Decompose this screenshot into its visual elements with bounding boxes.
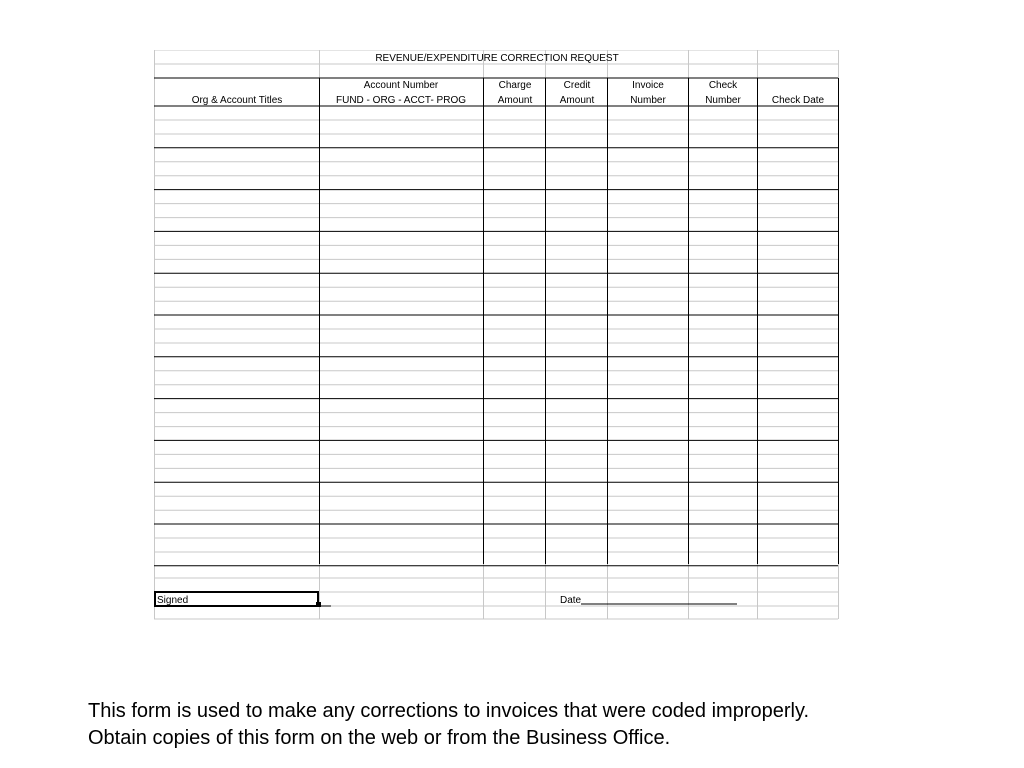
signed-label: Signed (157, 595, 189, 606)
instruction-line-1: This form is used to make any corrections to invoices that were coded improperly. (88, 700, 810, 722)
header-check-date: Check Date (771, 95, 825, 106)
form-title: REVENUE/EXPENDITURE CORRECTION REQUEST (375, 53, 619, 64)
correction-request-form (154, 50, 839, 620)
header-credit-amount: Amount (559, 95, 595, 106)
header-invoice-number: Number (630, 95, 666, 106)
header-account-number: Account Number (363, 80, 439, 91)
header-org-account-titles: Org & Account Titles (191, 95, 283, 106)
form-grid (154, 50, 839, 620)
date-label: Date (560, 595, 582, 606)
header-invoice: Invoice (632, 80, 664, 91)
header-charge-amount: Amount (497, 95, 533, 106)
header-fund-org-acct-prog: FUND - ORG - ACCT- PROG (336, 95, 466, 106)
header-charge: Charge (498, 80, 532, 91)
form-instructions (88, 698, 988, 752)
light-gridlines (154, 50, 839, 619)
table-borders (154, 78, 839, 566)
header-credit: Credit (563, 80, 591, 91)
header-check-number: Number (705, 95, 741, 106)
header-check: Check (708, 80, 738, 91)
instruction-line-2: Obtain copies of this form on the web or from the Business Office. (88, 727, 671, 749)
